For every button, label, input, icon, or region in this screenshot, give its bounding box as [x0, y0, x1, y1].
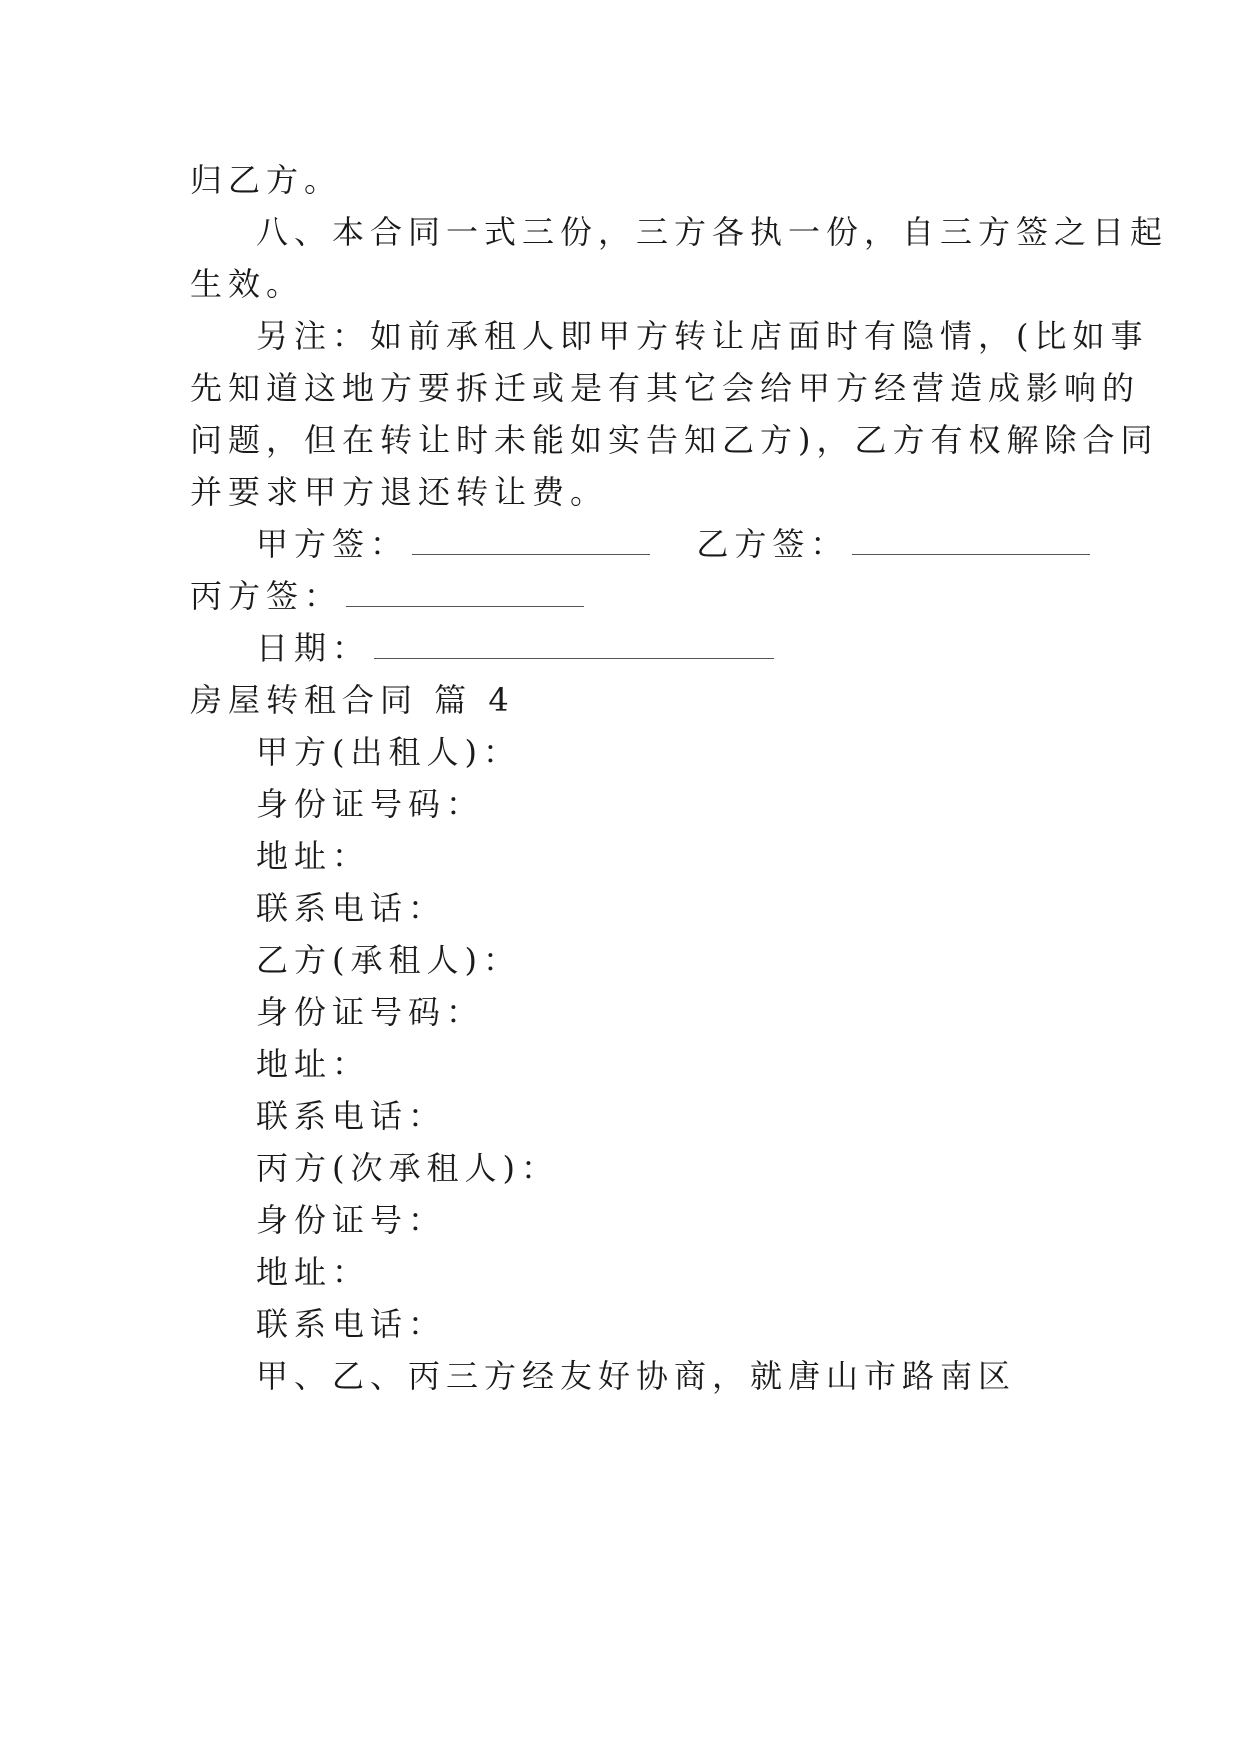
party-a-address-field: 地址：: [256, 837, 371, 875]
paragraph-continuation: 归乙方。: [190, 161, 343, 199]
note-line-2: 先知道这地方要拆迁或是有其它会给甲方经营造成影响的: [190, 369, 1141, 407]
note-line-3: 问题，但在转让时未能如实告知乙方)，乙方有权解除合同: [190, 421, 1159, 459]
party-b-signature-label: 乙方签：: [696, 525, 849, 563]
party-b-address-field: 地址：: [256, 1045, 371, 1083]
party-a-id-field: 身份证号码：: [256, 785, 485, 823]
clause-eight-line-1: 八、本合同一式三份，三方各执一份，自三方签之日起: [256, 213, 1169, 251]
note-line-1: 另注：如前承租人即甲方转让店面时有隐情，(比如事: [256, 317, 1149, 355]
party-a-phone-field: 联系电话：: [256, 889, 447, 927]
party-c-signature-line: [346, 578, 584, 607]
party-b-signature-line: [852, 526, 1090, 555]
party-c-address-field: 地址：: [256, 1253, 371, 1291]
closing-paragraph: 甲、乙、丙三方经友好协商，就唐山市路南区: [256, 1357, 1017, 1395]
party-a-heading: 甲方(出租人)：: [256, 733, 521, 771]
note-line-4: 并要求甲方退还转让费。: [190, 473, 609, 511]
clause-eight-line-2: 生效。: [190, 265, 305, 303]
party-c-signature-label: 丙方签：: [190, 577, 343, 615]
party-b-heading: 乙方(承租人)：: [256, 941, 521, 979]
signature-row-c: [190, 576, 584, 616]
party-b-phone-field: 联系电话：: [256, 1097, 447, 1135]
party-c-heading: 丙方(次承租人)：: [256, 1149, 559, 1187]
signature-row-ab: [256, 524, 1090, 564]
party-c-phone-field: 联系电话：: [256, 1305, 447, 1343]
party-b-id-field: 身份证号码：: [256, 993, 485, 1031]
date-line: [374, 630, 774, 659]
section-title: 房屋转租合同 篇 4: [190, 681, 515, 719]
party-a-signature-line: [412, 526, 650, 555]
party-a-signature-label: 甲方签：: [256, 525, 409, 563]
party-c-id-field: 身份证号：: [256, 1201, 447, 1239]
date-row: [256, 628, 774, 668]
date-label: 日期：: [256, 629, 371, 667]
